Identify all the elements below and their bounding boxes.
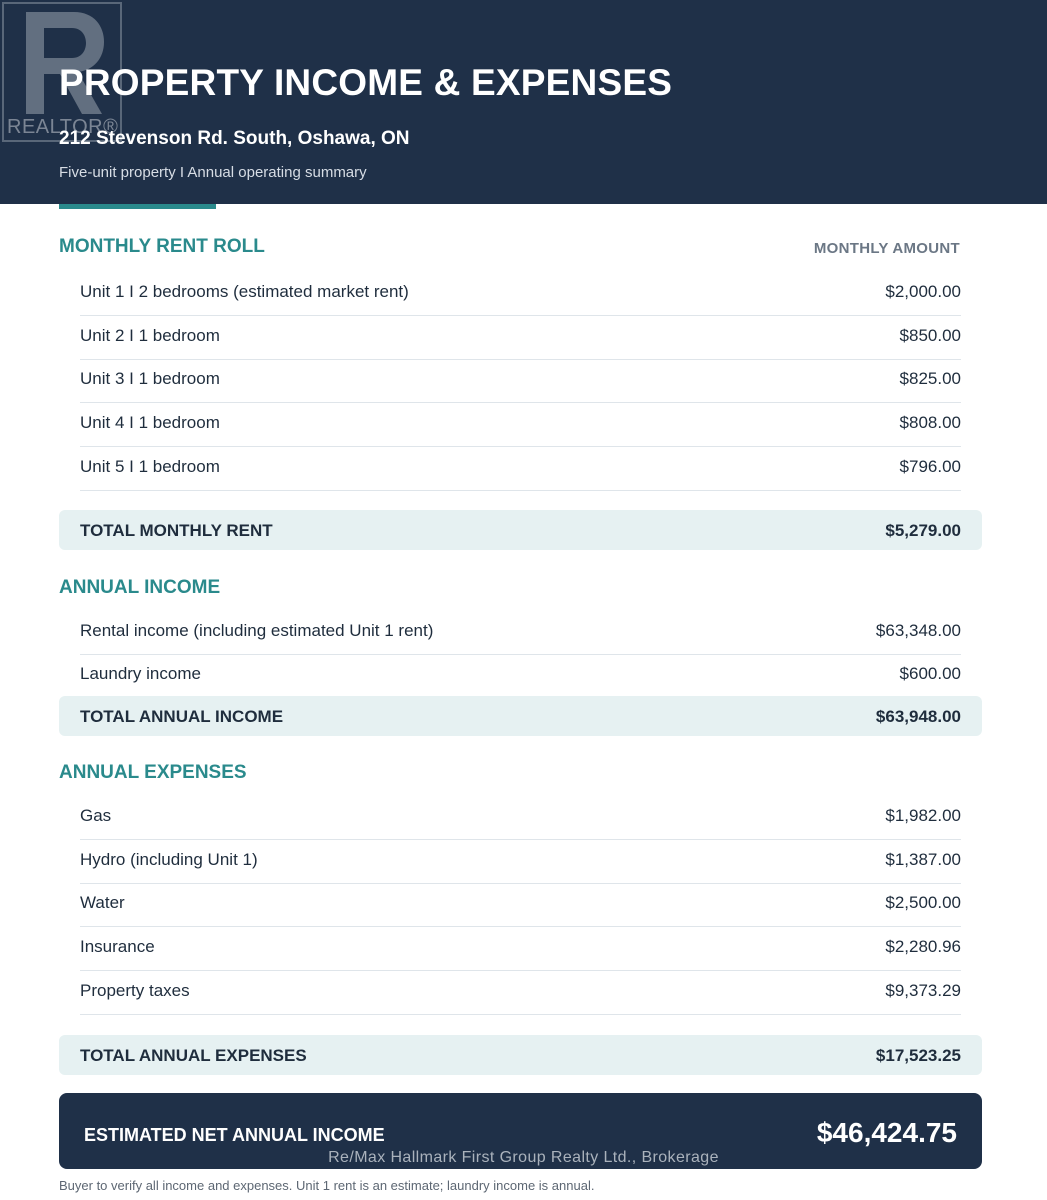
row-amount: $2,500.00 [885,893,961,912]
accent-bar [59,204,216,209]
row-amount: $2,000.00 [885,282,961,301]
rent-row-unit-2 [80,316,961,360]
expense-row-hydro [80,840,961,884]
row-amount: $600.00 [899,664,961,683]
monthly-amount-header: MONTHLY AMOUNT [813,240,960,257]
total-label: TOTAL ANNUAL INCOME [80,707,284,726]
row-amount: $825.00 [899,369,961,388]
row-amount: $63,348.00 [875,621,961,640]
row-amount: $850.00 [899,326,961,345]
footnote: Buyer to verify all income and expenses. Unit 1 rent is an estimate; laundry income is annual. [59,1178,595,1193]
realtor-logo-text: REALTOR® [7,116,119,138]
total-amount: $63,948.00 [875,707,961,726]
row-label: Unit 3 I 1 bedroom [80,369,220,388]
expense-row-gas [80,796,961,840]
income-row-laundry [80,654,961,698]
total-label: TOTAL ANNUAL EXPENSES [80,1046,307,1065]
rent-row-unit-1 [80,272,961,316]
row-amount: $808.00 [899,413,961,432]
row-label: Hydro (including Unit 1) [80,850,258,869]
rent-row-unit-4 [80,403,961,447]
brokerage-watermark: Re/Max Hallmark First Group Realty Ltd., Brokerage [328,1149,719,1166]
total-label: TOTAL MONTHLY RENT [80,521,273,540]
row-label: Property taxes [80,981,190,1000]
page-subtitle: Five-unit property I Annual operating summary [59,164,367,181]
total-monthly-rent [59,510,982,550]
page-title: PROPERTY INCOME & EXPENSES [59,62,673,103]
row-label: Water [80,893,125,912]
row-label: Insurance [80,937,155,956]
rent-row-unit-3 [80,359,961,403]
row-label: Gas [80,806,112,825]
expense-row-insurance [80,927,961,971]
expense-row-water [80,883,961,927]
page-header [0,0,1047,204]
income-row-rental [80,611,961,655]
total-annual-income [59,696,982,736]
row-amount: $9,373.29 [885,981,961,1000]
rent-row-unit-5 [80,447,961,491]
annual-income-title: ANNUAL INCOME [59,577,221,598]
row-label: Unit 1 I 2 bedrooms (estimated market rent) [80,282,409,301]
row-label: Unit 2 I 1 bedroom [80,326,220,345]
total-amount: $5,279.00 [885,521,961,540]
net-income-label: ESTIMATED NET ANNUAL INCOME [84,1125,385,1145]
row-amount: $1,387.00 [885,850,961,869]
rent-roll-title: MONTHLY RENT ROLL [59,236,265,257]
total-amount: $17,523.25 [875,1046,961,1065]
row-label: Laundry income [80,664,201,683]
net-income-amount: $46,424.75 [816,1117,957,1148]
total-annual-expenses [59,1035,982,1075]
annual-expenses-title: ANNUAL EXPENSES [59,762,247,783]
expense-row-property-taxes [80,971,961,1015]
property-address: 212 Stevenson Rd. South, Oshawa, ON [59,128,410,149]
row-amount: $796.00 [899,457,961,476]
row-amount: $1,982.00 [885,806,961,825]
row-label: Unit 5 I 1 bedroom [80,457,220,476]
row-label: Rental income (including estimated Unit 1 rent) [80,621,434,640]
row-amount: $2,280.96 [885,937,961,956]
row-label: Unit 4 I 1 bedroom [80,413,220,432]
